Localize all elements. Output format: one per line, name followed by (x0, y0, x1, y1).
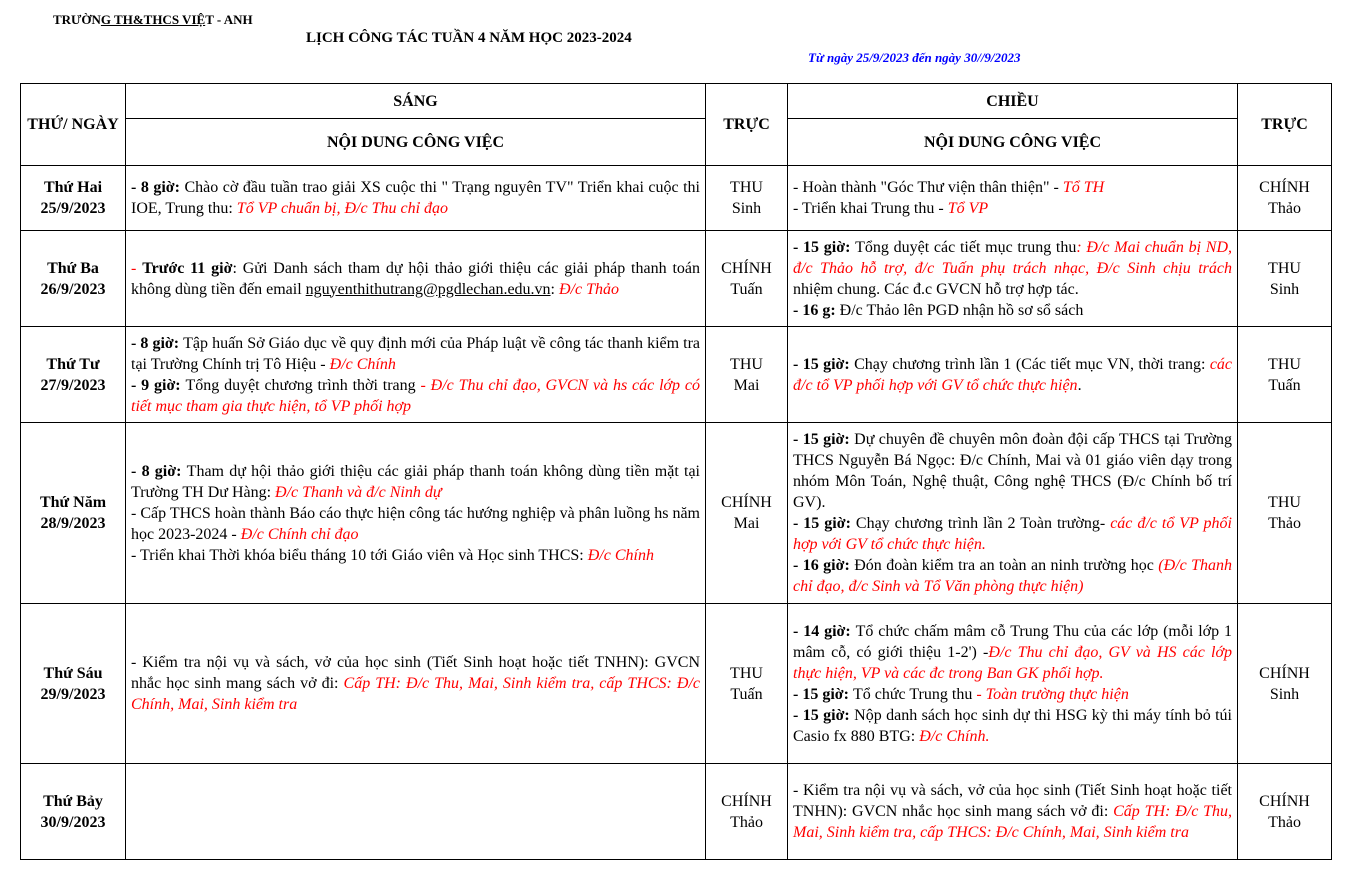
assignee-text: Đ/c Thanh và đ/c Ninh dự (275, 483, 442, 501)
time-label: - 16 g: (793, 301, 840, 319)
table-row (21, 764, 1332, 860)
content-line (793, 780, 1232, 843)
task-text: - Hoàn thành "Góc Thư viện thân thiện" - (793, 179, 1063, 196)
task-text: Dự chuyên đề chuyên môn đoàn đội cấp THCS tại Trường THCS Nguyễn Bá Ngọc: Đ/c Chính, Mai và 01 giáo viên dạy trong nhóm Môn Toán, Nghệ thuật, Công nghệ THCS (Đ/c Chính bố trí GV). (793, 431, 1232, 511)
school-name-part: TRƯỜN (53, 12, 101, 27)
duty-person: Tuấn (1268, 376, 1301, 394)
task-text: - Kiểm tra nội vụ và sách, vở của học sinh (Tiết Sinh hoạt hoặc tiết TNHN): GVCN nhắc học sinh mang sách vở đi: (793, 782, 1232, 820)
morning-duty (706, 327, 788, 423)
task-text: nhiệm chung. Các đ.c GVCN hỗ trợ hợp tác. (793, 280, 1079, 298)
task-text: Chạy chương trình lần 1 (Các tiết mục VN, thời trang: (854, 355, 1210, 373)
morning-content (126, 327, 706, 423)
assignee-text: Đ/c Chính (587, 546, 654, 564)
assignee-text: Cấp TH: Đ/c Thu, Mai, Sinh kiểm tra, cấp THCS: Đ/c Chính, Mai, Sinh kiểm tra (131, 675, 701, 713)
afternoon-duty (1238, 764, 1332, 860)
header-morning-duty: TRỰC (706, 84, 788, 166)
duty-person: Thảo (1268, 813, 1301, 831)
time-label: - 8 giờ: (131, 334, 184, 352)
afternoon-content (788, 604, 1238, 764)
header-afternoon-duty: TRỰC (1238, 84, 1332, 166)
morning-content (126, 764, 706, 860)
content-line (131, 503, 700, 545)
afternoon-content (788, 231, 1238, 327)
day-date: 28/9/2023 (40, 515, 106, 532)
schedule-table (20, 83, 1332, 860)
date-range: Từ ngày 25/9/2023 đến ngày 30//9/2023 (808, 50, 1021, 65)
table-row (21, 423, 1332, 604)
assignee-text: các đ/c tổ VP phối hợp với GV tổ chức thực hiện. (793, 515, 1232, 553)
assignee-text: Tổ TH (1062, 179, 1105, 196)
header-morning-content: NỘI DUNG CÔNG VIỆC (126, 119, 706, 166)
morning-duty (706, 423, 788, 604)
day-cell (21, 764, 126, 860)
day-name: Thứ Năm (39, 494, 107, 511)
assignee-text: Đ/c Chính (329, 355, 396, 373)
time-label: - 15 giờ: (793, 355, 855, 373)
duty-person: THU (730, 355, 763, 373)
duty-person: THU (1268, 494, 1301, 511)
morning-duty (706, 166, 788, 231)
morning-content (126, 231, 706, 327)
morning-duty (706, 764, 788, 860)
duty-person: Sinh (1269, 280, 1300, 298)
afternoon-content (788, 327, 1238, 423)
duty-person: Sinh (1269, 685, 1300, 703)
content-line (793, 354, 1232, 396)
day-name: Thứ Hai (43, 179, 103, 196)
day-date: 29/9/2023 (40, 685, 106, 703)
task-text: Tổ chức Trung thu (852, 685, 977, 703)
time-label: - 15 giờ: (793, 238, 856, 256)
content-line (793, 555, 1232, 597)
day-date: 26/9/2023 (40, 280, 106, 298)
duty-person: Tuấn (730, 280, 763, 298)
morning-duty (706, 604, 788, 764)
table-row (21, 166, 1332, 231)
time-label: - 15 giờ: (793, 706, 855, 724)
day-cell (21, 166, 126, 231)
content-line (131, 461, 700, 503)
time-label: - 15 giờ: (793, 515, 856, 532)
afternoon-content (788, 764, 1238, 860)
afternoon-duty (1238, 604, 1332, 764)
assignee-text: Đ/c Chính chỉ đạo (240, 525, 359, 543)
content-line (793, 513, 1232, 555)
duty-person: Thảo (730, 813, 763, 831)
content-line (131, 375, 700, 417)
school-name (53, 12, 253, 28)
assignee-text: : Đ/c Mai chuẩn bị ND, đ/c Thảo hỗ trợ, đ/c Tuấn phụ trách nhạc, Đ/c Sinh chịu trách (793, 238, 1233, 277)
afternoon-content (788, 423, 1238, 604)
afternoon-duty (1238, 166, 1332, 231)
task-text: . (1077, 376, 1082, 394)
content-line (131, 545, 700, 566)
content-line (793, 198, 1232, 219)
task-text: - Cấp THCS hoàn thành Báo cáo thực hiện công tác hướng nghiệp và phân luồng hs năm học 2023-2024 - (131, 504, 700, 543)
afternoon-duty (1238, 231, 1332, 327)
duty-person: THU (1268, 259, 1301, 277)
duty-person: Thảo (1268, 515, 1301, 532)
duty-person: Tuấn (730, 685, 763, 703)
table-row (21, 604, 1332, 764)
content-line (793, 237, 1232, 300)
task-text: Tổ chức chấm mâm cỗ Trung Thu của các lớp (mỗi lớp 1 mâm cỗ, có giới thiệu 1-2') - (793, 622, 1232, 661)
task-text: Chào cờ đầu tuần trao giải XS cuộc thi " Trạng nguyên TV" Triển khai cuộc thi IOE, Trung thu: (131, 179, 700, 217)
task-text: : (550, 280, 559, 298)
content-line (131, 258, 700, 300)
table-row (21, 327, 1332, 423)
duty-person: THU (1268, 355, 1301, 373)
afternoon-content (788, 166, 1238, 231)
header-afternoon-content: NỘI DUNG CÔNG VIỆC (788, 119, 1238, 166)
duty-person: Mai (733, 515, 760, 532)
day-cell (21, 327, 126, 423)
time-label: Trước 11 giờ (142, 259, 233, 277)
morning-content (126, 423, 706, 604)
duty-person: CHÍNH (721, 792, 772, 810)
content-line (793, 300, 1232, 321)
school-name-part: T - ANH (205, 12, 253, 27)
assignee-text: - (131, 259, 143, 277)
content-line (793, 621, 1232, 684)
duty-person: CHÍNH (1259, 664, 1310, 682)
afternoon-duty (1238, 423, 1332, 604)
assignee-text: - Toàn trường thực hiện (976, 685, 1129, 703)
assignee-text: Đ/c Chính. (919, 727, 990, 745)
morning-content (126, 166, 706, 231)
task-text: Tham dự hội thảo giới thiệu các giải pháp thanh toán không dùng tiền mặt tại Trường TH Dư Hàng: (131, 462, 700, 501)
header-day: THỨ/ NGÀY (21, 84, 126, 166)
content-line (793, 705, 1232, 747)
task-text: Đón đoàn kiểm tra an toàn an ninh trường học (854, 557, 1159, 574)
assignee-text: Cấp TH: Đ/c Thu, Mai, Sinh kiểm tra, cấp THCS: Đ/c Chính, Mai, Sinh kiểm tra (793, 803, 1233, 841)
day-name: Thứ Tư (46, 355, 100, 373)
task-text: Tổng duyệt chương trình thời trang (185, 376, 421, 394)
day-cell (21, 423, 126, 604)
afternoon-duty (1238, 327, 1332, 423)
content-line (793, 429, 1232, 513)
time-label: - 9 giờ: (131, 376, 186, 394)
time-label: - 8 giờ: (131, 179, 185, 196)
assignee-text: (Đ/c Thanh chỉ đạo, đ/c Sinh và Tổ Văn phòng thực hiện) (793, 557, 1233, 595)
duty-person: CHÍNH (1259, 792, 1310, 810)
day-cell (21, 604, 126, 764)
content-line (131, 652, 700, 715)
page-title: LỊCH CÔNG TÁC TUẦN 4 NĂM HỌC 2023-2024 (306, 30, 632, 46)
day-cell (21, 231, 126, 327)
header-afternoon: CHIỀU (788, 84, 1238, 119)
duty-person: CHÍNH (721, 494, 772, 511)
header-morning: SÁNG (126, 84, 706, 119)
time-label: - 15 giờ: (793, 685, 853, 703)
assignee-text: - Đ/c Thu chỉ đạo, GVCN và hs các lớp có tiết mục tham gia thực hiện, tổ VP phối hợp (131, 376, 700, 415)
task-text: - Triển khai Trung thu - (793, 200, 948, 217)
duty-person: THU (730, 179, 763, 196)
day-date: 30/9/2023 (40, 813, 106, 831)
assignee-text: Tổ VP chuẩn bị, Đ/c Thu chỉ đạo (236, 200, 449, 217)
task-text: Tổng duyệt các tiết mục trung thu (855, 238, 1077, 256)
content-line (793, 684, 1232, 705)
duty-person: CHÍNH (721, 259, 772, 277)
time-label: - 15 giờ: (793, 431, 855, 448)
task-text: : Gửi Danh sách tham dự hội thảo giới thiệu các giải pháp thanh toán không dùng tiền đến email (131, 259, 700, 298)
table-row (21, 231, 1332, 327)
day-name: Thứ Ba (47, 259, 99, 277)
time-label: - 14 giờ: (793, 622, 856, 640)
task-text: Chạy chương trình lần 2 Toàn trường- (855, 515, 1111, 532)
morning-content (126, 604, 706, 764)
assignee-text: Đ/c Thu chỉ đạo, GV và HS các lớp thực hiện, VP và các đc trong Ban GK phối hợp. (793, 643, 1233, 682)
assignee-text: Tổ VP (947, 200, 989, 217)
content-line (793, 177, 1232, 198)
content-line (131, 333, 700, 375)
assignee-text: các đ/c tổ VP phối hợp với GV tổ chức thực hiện (793, 355, 1233, 394)
task-text: nguyenthithutrang@pgdlechan.edu.vn (305, 280, 551, 298)
day-date: 27/9/2023 (40, 376, 106, 394)
task-text: Tập huấn Sở Giáo dục về quy định mới của Pháp luật về công tác thanh kiểm tra tại Trường Chính trị Tô Hiệu - (131, 334, 700, 373)
duty-person: Thảo (1268, 200, 1301, 217)
day-date: 25/9/2023 (40, 200, 106, 217)
task-text: Nộp danh sách học sinh dự thi HSG kỳ thi máy tính bỏ túi Casio fx 880 BTG: (793, 706, 1232, 745)
duty-person: Mai (733, 376, 760, 394)
content-line (131, 177, 700, 219)
task-text: Đ/c Thảo lên PGD nhận hồ sơ sổ sách (839, 301, 1084, 319)
morning-duty (706, 231, 788, 327)
assignee-text: Đ/c Thảo (559, 280, 619, 298)
task-text: - Kiểm tra nội vụ và sách, vở của học sinh (Tiết Sinh hoạt hoặc tiết TNHN): GVCN nhắc học sinh mang sách vở đi: (131, 654, 700, 692)
time-label: - 16 giờ: (793, 557, 855, 574)
task-text: - Triển khai Thời khóa biểu tháng 10 tới Giáo viên và Học sinh THCS: (131, 546, 588, 564)
duty-person: CHÍNH (1259, 179, 1310, 196)
duty-person: Sinh (731, 200, 762, 217)
day-name: Thứ Sáu (43, 664, 103, 682)
duty-person: THU (730, 664, 763, 682)
time-label: - 8 giờ: (131, 462, 187, 480)
school-name-part: G TH&THCS VIỆ (100, 12, 206, 27)
day-name: Thứ Bảy (43, 792, 103, 810)
